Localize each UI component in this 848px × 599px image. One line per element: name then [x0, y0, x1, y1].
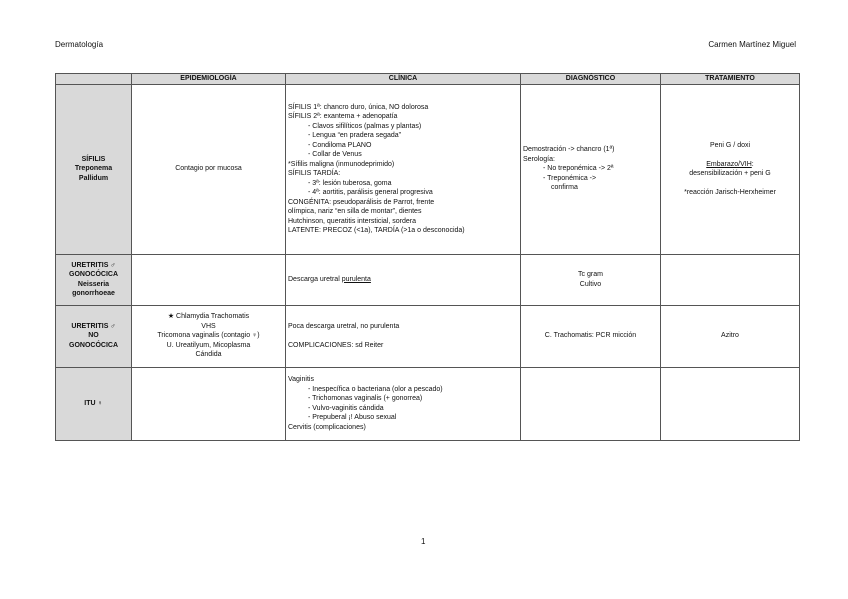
row-name-cell	[56, 84, 132, 254]
treatment-colon: :	[751, 160, 754, 168]
column-header: TRATAMIENTO	[661, 74, 800, 85]
clinic-line: - Clavos sifilíticos (palmas y plantas)	[308, 122, 422, 130]
clinic-line: Hutchinson, queratitis intersticial, sordera	[288, 217, 417, 225]
epidemiology-cell	[132, 305, 286, 367]
row-name-line: SÍFILIS	[81, 155, 106, 163]
treatment-line: desensibilización + peni G	[689, 170, 771, 177]
clinic-line: - Trichomonas vaginalis (+ gonorrea)	[308, 395, 423, 402]
treatment-cell	[661, 84, 800, 254]
clinic-line: Poca descarga uretral, no purulenta	[288, 323, 400, 330]
diagnosis-cell	[521, 367, 661, 440]
epidemiology-cell	[132, 84, 286, 254]
diagnosis-line: Demostración -> chancro (1ª)	[523, 146, 615, 154]
row-name-line: Treponema	[74, 165, 113, 173]
row-name-line: NO	[88, 332, 99, 340]
treatment-line: Azitro	[721, 332, 739, 340]
row-name-line: Pallidum	[78, 174, 109, 182]
diagnosis-cell	[521, 254, 661, 305]
clinic-line: SÍFILIS 2ª: exantema + adenopatía	[288, 113, 398, 120]
epidemiology-line: ★ Chlamydia Trachomatis	[167, 313, 250, 321]
epidemiology-line: Cándida	[195, 351, 222, 359]
clinic-line: - 3ª: lesión tuberosa, goma	[308, 179, 392, 187]
row-name-cell	[56, 254, 132, 305]
epidemiology-line: U. Ureatilyum, Micoplasma	[166, 341, 251, 349]
clinic-line: Cervitis (complicaciones)	[288, 423, 366, 431]
epidemiology-line: Contagio por mucosa	[175, 165, 242, 173]
treatment-line: Peni G / doxi	[709, 142, 751, 149]
clinic-line: SÍFILIS 1ª: chancro duro, única, NO dolorosa	[288, 103, 429, 111]
clinic-line: - Lengua “en pradera segada”	[308, 132, 402, 139]
treatment-cell	[661, 254, 800, 305]
row-name-line: URETRITIS ♂	[71, 261, 116, 269]
treatment-line	[663, 160, 797, 170]
page-number: 1	[421, 537, 426, 546]
column-header: CLÍNICA	[286, 74, 521, 85]
table-row	[56, 305, 800, 367]
diagnosis-line: C. Trachomatis: PCR micción	[544, 332, 637, 340]
diagnosis-line: - Treponémica ->	[543, 174, 597, 182]
row-name-line: GONOCÓCICA	[69, 271, 118, 278]
epidemiology-cell	[132, 367, 286, 440]
clinic-cell	[286, 84, 521, 254]
treatment-cell	[661, 305, 800, 367]
clinic-text: Descarga uretral	[288, 275, 342, 283]
clinic-line: LATENTE: PRECOZ (<1a), TARDÍA (>1a o desconocida)	[288, 227, 465, 234]
row-name-line: gonorrhoeae	[72, 290, 115, 297]
treatment-line: *reacción Jarisch-Herxheimer	[684, 188, 776, 196]
clinic-line	[288, 275, 518, 285]
clinic-line: - 4ª: aortitis, parálisis general progresiva	[308, 189, 433, 196]
clinic-line: - Vulvo-vaginitis cándida	[308, 404, 384, 412]
epidemiology-line: VHS	[201, 322, 216, 330]
column-header: DIAGNÓSTICO	[521, 74, 661, 85]
row-name-cell	[56, 367, 132, 440]
clinic-cell	[286, 254, 521, 305]
treatment-cell	[661, 367, 800, 440]
epidemiology-line: Tricomona vaginalis (contagio ♀)	[157, 332, 260, 340]
row-name-cell	[56, 305, 132, 367]
row-name-line: Neisseria	[77, 280, 110, 288]
clinic-line: *Sífilis maligna (inmunodeprimido)	[288, 160, 395, 168]
clinic-line: olímpica, nariz “en silla de montar”, dientes	[288, 208, 422, 215]
row-name-line: URETRITIS ♂	[71, 322, 116, 330]
summary-table	[55, 73, 800, 441]
clinic-line: - Inespecífica o bacteriana (olor a pescado)	[308, 385, 443, 393]
diagnosis-line: Tc gram	[578, 271, 603, 278]
treatment-underlined: Embarazo/VIH	[706, 160, 752, 168]
table-header-row	[56, 74, 800, 85]
row-name-line: ITU ♀	[84, 399, 103, 407]
diagnosis-line: confirma	[551, 184, 578, 192]
diagnosis-line: Serología:	[523, 155, 555, 163]
column-header	[56, 74, 132, 85]
clinic-cell	[286, 305, 521, 367]
table-row	[56, 367, 800, 440]
clinic-line: Vaginitis	[288, 376, 314, 383]
clinic-cell	[286, 367, 521, 440]
clinic-line: COMPLICACIONES: sd Reiter	[288, 341, 384, 349]
diagnosis-line: Cultivo	[579, 280, 602, 288]
clinic-line: - Condiloma PLANO	[308, 141, 372, 149]
diagnosis-cell	[521, 305, 661, 367]
clinic-line: - Prepuberal ¡! Abuso sexual	[308, 414, 397, 421]
clinic-underlined: purulenta	[341, 275, 371, 283]
table-row	[56, 84, 800, 254]
column-header: EPIDEMIOLOGÍA	[132, 74, 286, 85]
clinic-line: CONGÉNITA: pseudoparálisis de Parrot, frente	[288, 198, 435, 206]
diagnosis-cell	[521, 84, 661, 254]
diagnosis-line: - No treponémica -> 2ª	[543, 165, 614, 173]
clinic-line: SÍFILIS TARDÍA:	[288, 170, 341, 177]
table-row	[56, 254, 800, 305]
header-right: Carmen Martínez Miguel	[708, 40, 796, 49]
clinic-line: - Collar de Venus	[308, 151, 362, 158]
epidemiology-cell	[132, 254, 286, 305]
header-left: Dermatología	[55, 40, 104, 49]
row-name-line: GONOCÓCICA	[69, 341, 118, 349]
